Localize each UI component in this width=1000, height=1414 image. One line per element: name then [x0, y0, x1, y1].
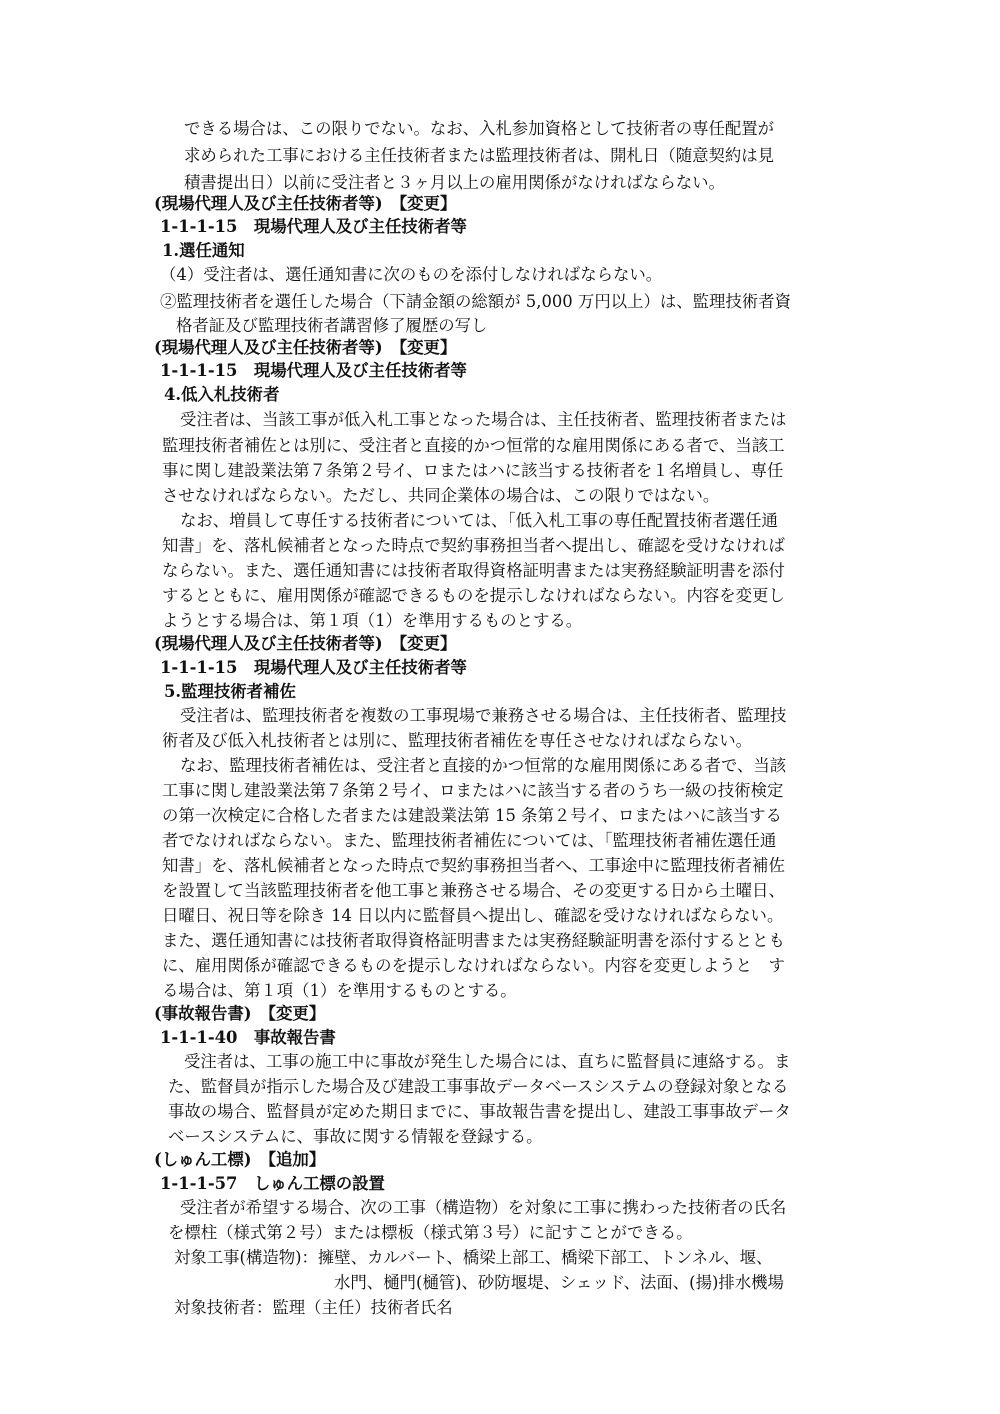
text-line: 知書」を、落札候補者となった時点で契約事務担当者へ提出し、確認を受けなければ [162, 536, 785, 555]
section-heading: (現場代理人及び主任技術者等) 【変更】 [154, 338, 457, 357]
text-line: る場合は、第１項（1）を準用するものとする。 [162, 981, 517, 1000]
text-line: 工事に関し建設業法第７条第２号イ、ロまたはハに該当する者のうち一級の技術検定 [162, 781, 784, 800]
text-line: ②監理技術者を選任した場合（下請金額の総額が 5,000 万円以上）は、監理技術者資 [160, 292, 792, 311]
text-line: （4）受注者は、選任通知書に次のものを添付しなければならない。 [160, 265, 663, 284]
text-line: 事故の場合、監督員が定めた期日までに、事故報告書を提出し、建設工事事故データ [168, 1102, 791, 1121]
text-line: なお、監理技術者補佐は、受注者と直接的かつ恒常的な雇用関係にある者で、当該 [180, 756, 787, 775]
text-line: ベースシステムに、事故に関する情報を登録する。 [168, 1127, 543, 1146]
clause-title: 1-1-1-15 現場代理人及び主任技術者等 [160, 217, 467, 236]
item-heading: 4.低入札技術者 [164, 385, 280, 404]
text-line: 受注者が希望する場合、次の工事（構造物）を対象に工事に携わった技術者の氏名 [180, 1198, 787, 1217]
clause-title: 1-1-1-57 しゅん工標の設置 [160, 1174, 385, 1193]
section-heading: (事故報告書) 【変更】 [154, 1004, 326, 1023]
clause-title: 1-1-1-15 現場代理人及び主任技術者等 [160, 361, 467, 380]
text-line: 積書提出日）以前に受注者と３ヶ月以上の雇用関係がなければならない。 [184, 173, 725, 192]
text-line: た、監督員が指示した場合及び建設工事事故データベースシステムの登録対象となる [168, 1077, 789, 1096]
text-line: ようとする場合は、第１項（1）を準用するものとする。 [162, 611, 583, 630]
text-line: 監理技術者補佐とは別に、受注者と直接的かつ恒常的な雇用関係にある者で、当該工 [162, 436, 785, 455]
text-line: を標柱（様式第２号）または標板（様式第３号）に記すことができる。 [168, 1223, 693, 1242]
item-heading: 1.選任通知 [162, 241, 245, 260]
text-line: 対象工事(構造物)：擁壁、カルバート、橋梁上部工、橋梁下部工、トンネル、堰、 [174, 1248, 773, 1267]
text-line: に、雇用関係が確認できるものを提示しなければならない。内容を変更しようと す [162, 956, 785, 975]
clause-title: 1-1-1-40 事故報告書 [160, 1028, 336, 1047]
text-line: 対象技術者：監理（主任）技術者氏名 [174, 1298, 453, 1317]
text-line: するとともに、雇用関係が確認できるものを提示しなければならない。内容を変更し [162, 586, 785, 605]
section-heading: (現場代理人及び主任技術者等) 【変更】 [154, 194, 457, 213]
text-line: 求められた工事における主任技術者または監理技術者は、開札日（随意契約は見 [184, 146, 775, 165]
text-line: また、選任通知書には技術者取得資格証明書または実務経験証明書を添付するととも [162, 931, 785, 950]
text-line: 術者及び低入札技術者とは別に、監理技術者補佐を専任させなければならない。 [162, 731, 753, 750]
text-line: できる場合は、この限りでない。なお、入札参加資格として技術者の専任配置が [184, 119, 775, 138]
text-line: 格者証及び監理技術者講習修了履歴の写し [176, 316, 488, 335]
text-line: なお、増員して専任する技術者については、「低入札工事の専任配置技術者選任通 [180, 511, 778, 530]
text-line: 日曜日、祝日等を除き 14 日以内に監督員へ提出し、確認を受けなければならない。 [162, 906, 784, 925]
text-line: 受注者は、工事の施工中に事故が発生した場合には、直ちに監督員に連絡する。ま [184, 1052, 791, 1071]
text-line: 受注者は、監理技術者を複数の工事現場で兼務させる場合は、主任技術者、監理技 [180, 706, 787, 725]
text-line: 者でなければならない。また、監理技術者補佐については、「監理技術者補佐選任通 [162, 831, 777, 850]
text-line: 水門、樋門(樋管)、砂防堰堤、シェッド、法面、(揚)排水機場 [334, 1273, 784, 1292]
clause-title: 1-1-1-15 現場代理人及び主任技術者等 [160, 658, 467, 677]
section-heading: (しゅん工標) 【追加】 [154, 1150, 326, 1169]
text-line: ならない。また、選任通知書には技術者取得資格証明書または実務経験証明書を添付 [162, 561, 785, 580]
text-line: させなければならない。ただし、共同企業体の場合は、この限りではない。 [162, 486, 720, 505]
text-line: 受注者は、当該工事が低入札工事となった場合は、主任技術者、監理技術者または [180, 410, 787, 429]
text-line: 知書」を、落札候補者となった時点で契約事務担当者へ、工事途中に監理技術者補佐 [162, 856, 785, 875]
item-heading: 5.監理技術者補佐 [164, 682, 296, 701]
text-line: を設置して当該監理技術者を他工事と兼務させる場合、その変更する日から土曜日、 [162, 881, 785, 900]
text-line: 事に関し建設業法第７条第２号イ、ロまたはハに該当する技術者を１名増員し、専任 [162, 461, 784, 480]
text-line: の第一次検定に合格した者または建設業法第 15 条第２号イ、ロまたはハに該当する [162, 806, 782, 825]
section-heading: (現場代理人及び主任技術者等) 【変更】 [154, 634, 457, 653]
